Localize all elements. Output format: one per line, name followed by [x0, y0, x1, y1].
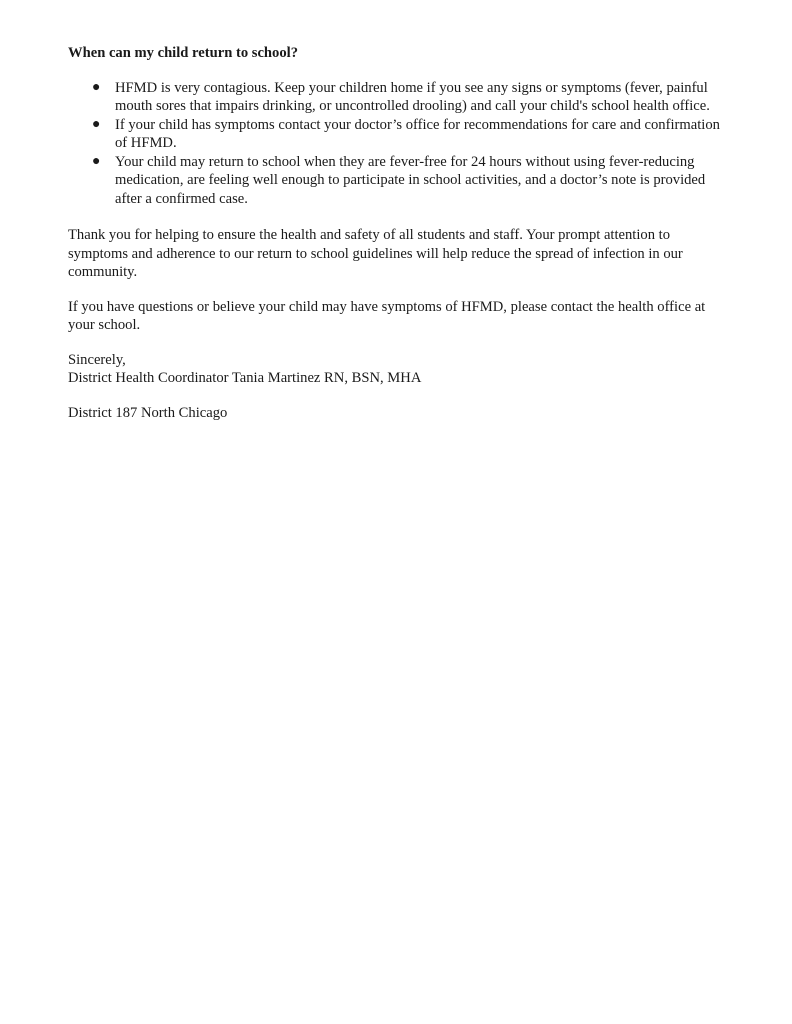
- salutation: Sincerely,: [68, 351, 126, 368]
- bullet-icon: ●: [92, 153, 101, 169]
- section-heading: When can my child return to school?: [68, 45, 298, 61]
- bullet-icon: ●: [92, 79, 101, 95]
- document-page: [68, 44, 728, 438]
- list-item: [68, 116, 728, 153]
- bullet-icon: ●: [92, 116, 101, 132]
- contact-paragraph: If you have questions or believe your child may have symptoms of HFMD, please contact the health office at your school.: [68, 298, 706, 333]
- list-item-text: Your child may return to school when they are fever-free for 24 hours without using fever-reducing medication, are feeling well enough to participate in school activities, and a doctor’s note is provided after a confirmed case.: [115, 153, 706, 207]
- organization-name: District 187 North Chicago: [68, 404, 228, 421]
- thank-you-paragraph: Thank you for helping to ensure the health and safety of all students and staff. Your prompt attention to symptoms and adherence to our return to school guidelines will help reduce the spread of infection in our community.: [68, 227, 683, 280]
- list-item: [68, 79, 728, 116]
- guideline-list: [68, 79, 728, 209]
- signer-name: District Health Coordinator Tania Martinez RN, BSN, MHA: [68, 370, 422, 386]
- list-item-text: HFMD is very contagious. Keep your children home if you see any signs or symptoms (fever, painful mouth sores that impairs drinking, or uncontrolled drooling) and call your child's school health office.: [115, 79, 710, 114]
- list-item: [68, 153, 728, 209]
- signature-block: [68, 351, 728, 388]
- list-item-text: If your child has symptoms contact your doctor’s office for recommendations for care and confirmation of HFMD.: [115, 116, 720, 151]
